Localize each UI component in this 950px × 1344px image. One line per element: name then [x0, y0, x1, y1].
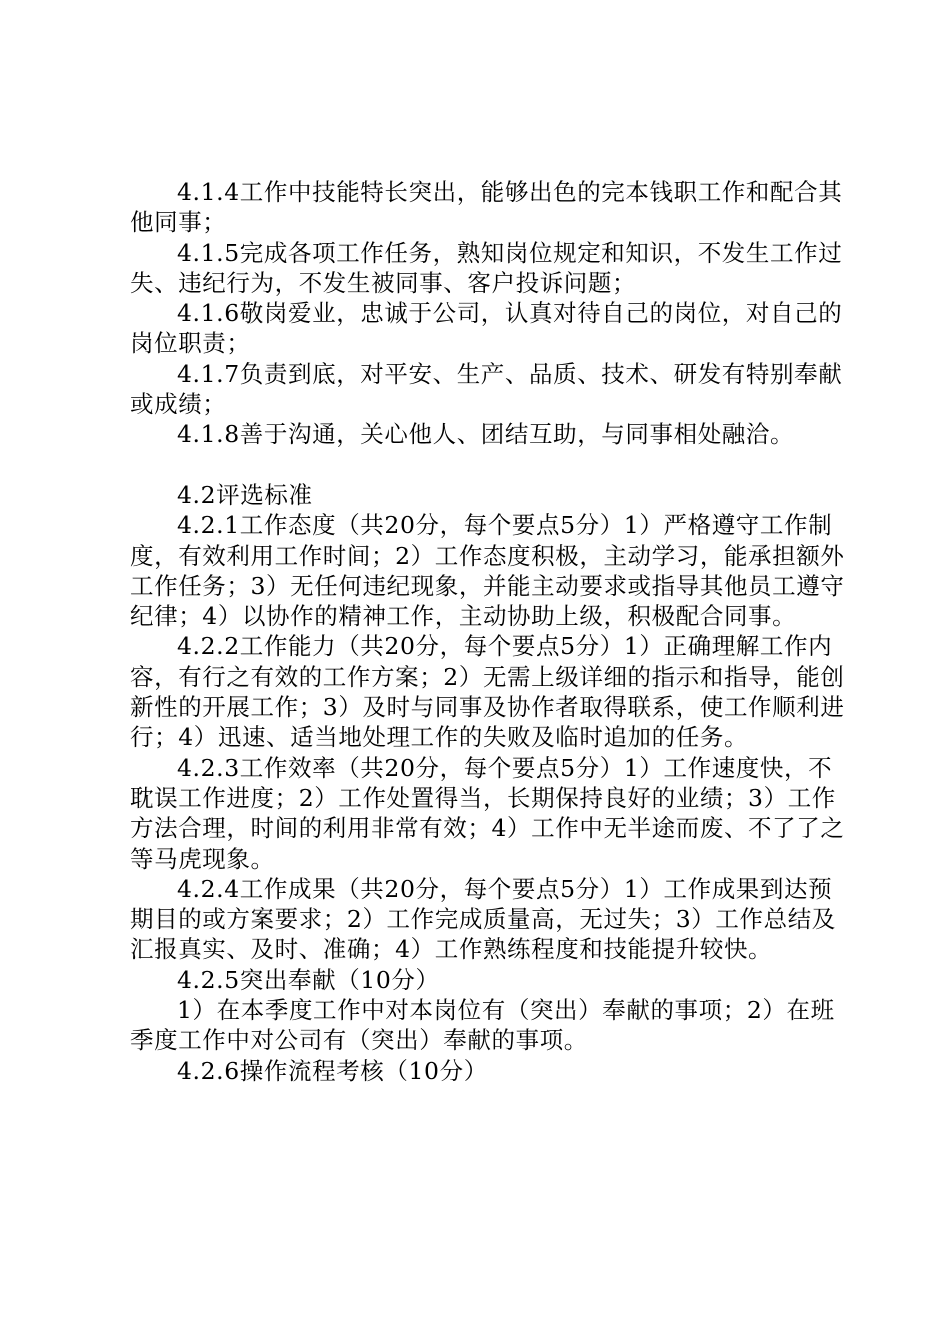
item-4-2-4: 4.2.4工作成果（共20分，每个要点5分）1）工作成果到达预期目的或方案要求；2）工作完成质量高，无过失；3）工作总结及汇报真实、及时、准确；4）工作熟练程度和技能提升较快。: [130, 874, 836, 964]
item-4-1-6: 4.1.6敬岗爱业，忠诚于公司，认真对待自己的岗位，对自己的岗位职责；: [130, 299, 843, 358]
item-4-2-6-title: 4.2.6操作流程考核（10分）: [177, 1056, 488, 1085]
item-4-2-2: 4.2.2工作能力（共20分，每个要点5分）1）正确理解工作内容，有行之有效的工作方案；2）无需上级详细的指示和指导，能创新性的开展工作；3）及时与同事及协作者取得联系，使工作顺利进行；4）迅速、适当地处理工作的失败及临时追加的任务。: [130, 632, 845, 752]
item-4-1-8: 4.1.8善于沟通，关心他人、团结互助，与同事相处融洽。: [177, 420, 795, 449]
item-4-2-5-body: 1）在本季度工作中对本岗位有（突出）奉献的事项；2）在班季度工作中对公司有（突出）奉献的事项。: [130, 996, 835, 1055]
section-heading-4-2: 4.2评选标准: [177, 480, 313, 509]
item-4-1-4: 4.1.4工作中技能特长突出，能够出色的完本钱职工作和配合其他同事；: [130, 178, 843, 237]
item-4-2-5-title: 4.2.5突出奉献（10分）: [177, 965, 440, 994]
item-4-1-5: 4.1.5完成各项工作任务，熟知岗位规定和知识，不发生工作过失、违纪行为，不发生被同事、客户投诉问题；: [130, 238, 843, 297]
document-page: [130, 177, 850, 1086]
item-4-2-1: 4.2.1工作态度（共20分，每个要点5分）1）严格遵守工作制度，有效利用工作时间；2）工作态度积极，主动学习，能承担额外工作任务；3）无任何违纪现象，并能主动要求或指导其他员工遵守纪律；4）以协作的精神工作，主动协助上级，积极配合同事。: [130, 511, 845, 631]
section-spacer: [130, 450, 850, 480]
item-4-1-7: 4.1.7负责到底，对平安、生产、品质、技术、研发有特别奉献或成绩；: [130, 359, 843, 419]
item-4-2-3: 4.2.3工作效率（共20分，每个要点5分）1）工作速度快，不耽误工作进度；2）工作处置得当，长期保持良好的业绩；3）工作方法合理，时间的利用非常有效；4）工作中无半途而废、不了了之等马虎现象。: [130, 753, 845, 873]
